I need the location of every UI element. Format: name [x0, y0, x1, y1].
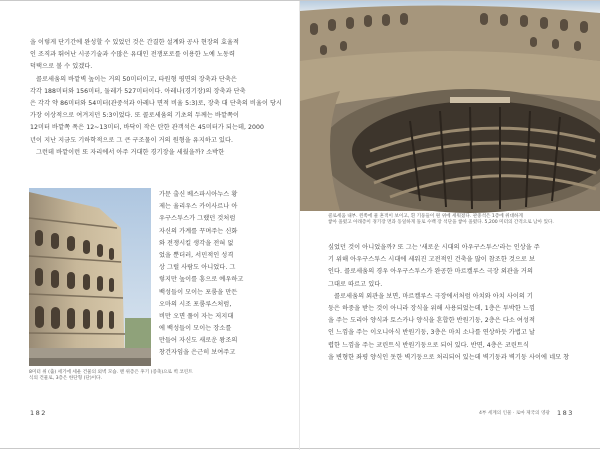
text-line: 을 이렇게 단기간에 완성할 수 있었던 것은 간결한 설계와 공사 현장의 효율적: [30, 39, 240, 46]
running-head: 4부 세계의 인물 · 로마 제국의 영광: [479, 411, 550, 416]
caption-line: 콜로세움 내부. 왼쪽에 물 흔적이 보이고, 흰 기둥들이 원 위에 세워졌다. 관중석은 1층에 위대하게: [328, 214, 523, 219]
text-line: 와 전쟁시킬 생각을 전혀 없: [159, 239, 234, 247]
text-line: 은 각각 약 86미터와 54미터(관중석과 아레나 면적 비율 5:3)로, 장축 대 단축의 비율이 당시: [30, 99, 283, 107]
text-line: 제는 율리우스 카이사르나 아: [159, 203, 238, 211]
left-page-top-text: [30, 37, 282, 159]
text-line: 덕택으로 볼 수 있겠다.: [30, 63, 93, 71]
right-page-body-text: [328, 242, 571, 364]
text-line: 12미터 바깥쪽 폭은 12~13미터, 바닥이 작은 탄한 관객석은 45미터가 되는데, 2000: [30, 124, 264, 132]
text-line: 렇지만 높이를 흥으로 예우하고: [159, 276, 244, 284]
left-page-wrap-text: [159, 189, 279, 360]
caption-line: 8미터 위 (출) 세기에 세운 건물의 외벽 모습. 맨 위층은 후기 (증축)으로 벽 코린트: [29, 370, 193, 375]
colosseum-exterior-photo: [29, 188, 151, 366]
text-line: 그대로 따르고 있다.: [328, 280, 383, 288]
text-line: 각각 188미터와 156미터, 둘레가 527미터이다. 아레나(경기장)의 장축과 단축: [30, 87, 246, 95]
text-line: 콜로세움의 외관을 보면, 마르켈루스 극장에서처럼 아치와 아치 사이의 기: [334, 292, 533, 300]
text-line: 인 느낌을 주는 이오니아식 반원기둥, 3층은 마치 소나를 연상하듯 가볍고 날: [328, 329, 535, 337]
colosseum-interior-photo: [300, 1, 600, 211]
text-line: 우구스투스가 그랬던 것처럼: [159, 215, 236, 223]
text-line: 싶었던 것이 아니었을까? 또 그는 '새로운 시대의 아우구스투스'라는 인상을 주: [328, 244, 540, 251]
text-line: 렵한 느낌을 주는 코린트식 반원기둥으로 되어 있다. 반면, 4층은 코린트식: [328, 341, 529, 349]
text-line: 둥은 하중을 받는 것이 아니라 장식을 위해 사용되었는데, 1층은 투박한 느낌: [328, 304, 535, 312]
text-line: 을 주는 도리아 양식과 토스카나 양식을 혼합한 반원기둥, 2층은 다소 여성적: [328, 317, 535, 325]
page-number-left: 182: [30, 409, 47, 417]
text-line: 었을 뿐더러, 서민적인 성격: [159, 251, 234, 259]
text-line: 콜로세움의 바깥벽 높이는 거의 50미터이고, 타원형 평면의 장축과 단축은: [36, 75, 237, 83]
text-line: 백성들이 모이는 포룸을 만든: [159, 288, 238, 296]
text-line: 만들어 자신도 새로운 왕조의: [159, 337, 238, 345]
text-line: 비만 오면 풀이 자는 저지대: [159, 312, 234, 320]
text-line: 기 위해 아우구스투스 시대에 세워진 고전적인 건축을 많이 참조한 것으로 보: [328, 256, 536, 264]
text-line: 인 조직과 뛰어난 시공기술과 수많은 유대인 전쟁포로를 이용한 노예 노동력: [30, 51, 235, 59]
left-photo-caption: [29, 370, 193, 383]
text-line: 인다. 콜로세움의 경우 아우구스투스가 완공한 마르켈루스 극장 외관을 거의: [328, 268, 533, 276]
text-line: 자신의 가계를 꾸며주는 신화: [159, 227, 238, 235]
text-line: 가장 이상적으로 여겨지던 5:3이었다. 또 콜로세움의 기초의 두께는 바깥쪽이: [30, 112, 240, 120]
text-line: 그런데 바깥이런 또 자리에서 아주 거대한 경기장을 세웠을까? 소박한: [36, 148, 225, 156]
text-line: 년이 지난 지금도 기하학적으로 그 큰 구조물이 거의 원형을 유지하고 있다.: [30, 136, 233, 144]
caption-line: 식의 건물로, 3층은 한단형 (단)이다.: [29, 376, 102, 382]
text-line: 오마의 시조 포룸루스처럼,: [159, 300, 232, 308]
caption-line: 쌓아 올렸고 아래층이 경기장 면과 동일하게 돌로 수백 장 석단을 쌓아 올렸다. 5,200 미터의 간격으로 남아 있다.: [328, 220, 554, 226]
text-line: 에 백성들이 모이는 장소를: [159, 325, 232, 333]
page-number-right: 183: [557, 409, 574, 417]
text-line: 을 변형한 좌평 양식인 돗한 벽기둥으로 처리되어 있는데 벽기둥과 벽기둥 사이에 네모 창: [328, 353, 570, 361]
text-line: 가문 출신 베스파시아누스 황: [159, 191, 238, 198]
text-line: 상 그럴 사람도 아니었다. 그: [159, 264, 236, 272]
text-line: 창건자임을 은근히 보여주고: [159, 349, 236, 357]
right-photo-caption: [328, 214, 576, 227]
